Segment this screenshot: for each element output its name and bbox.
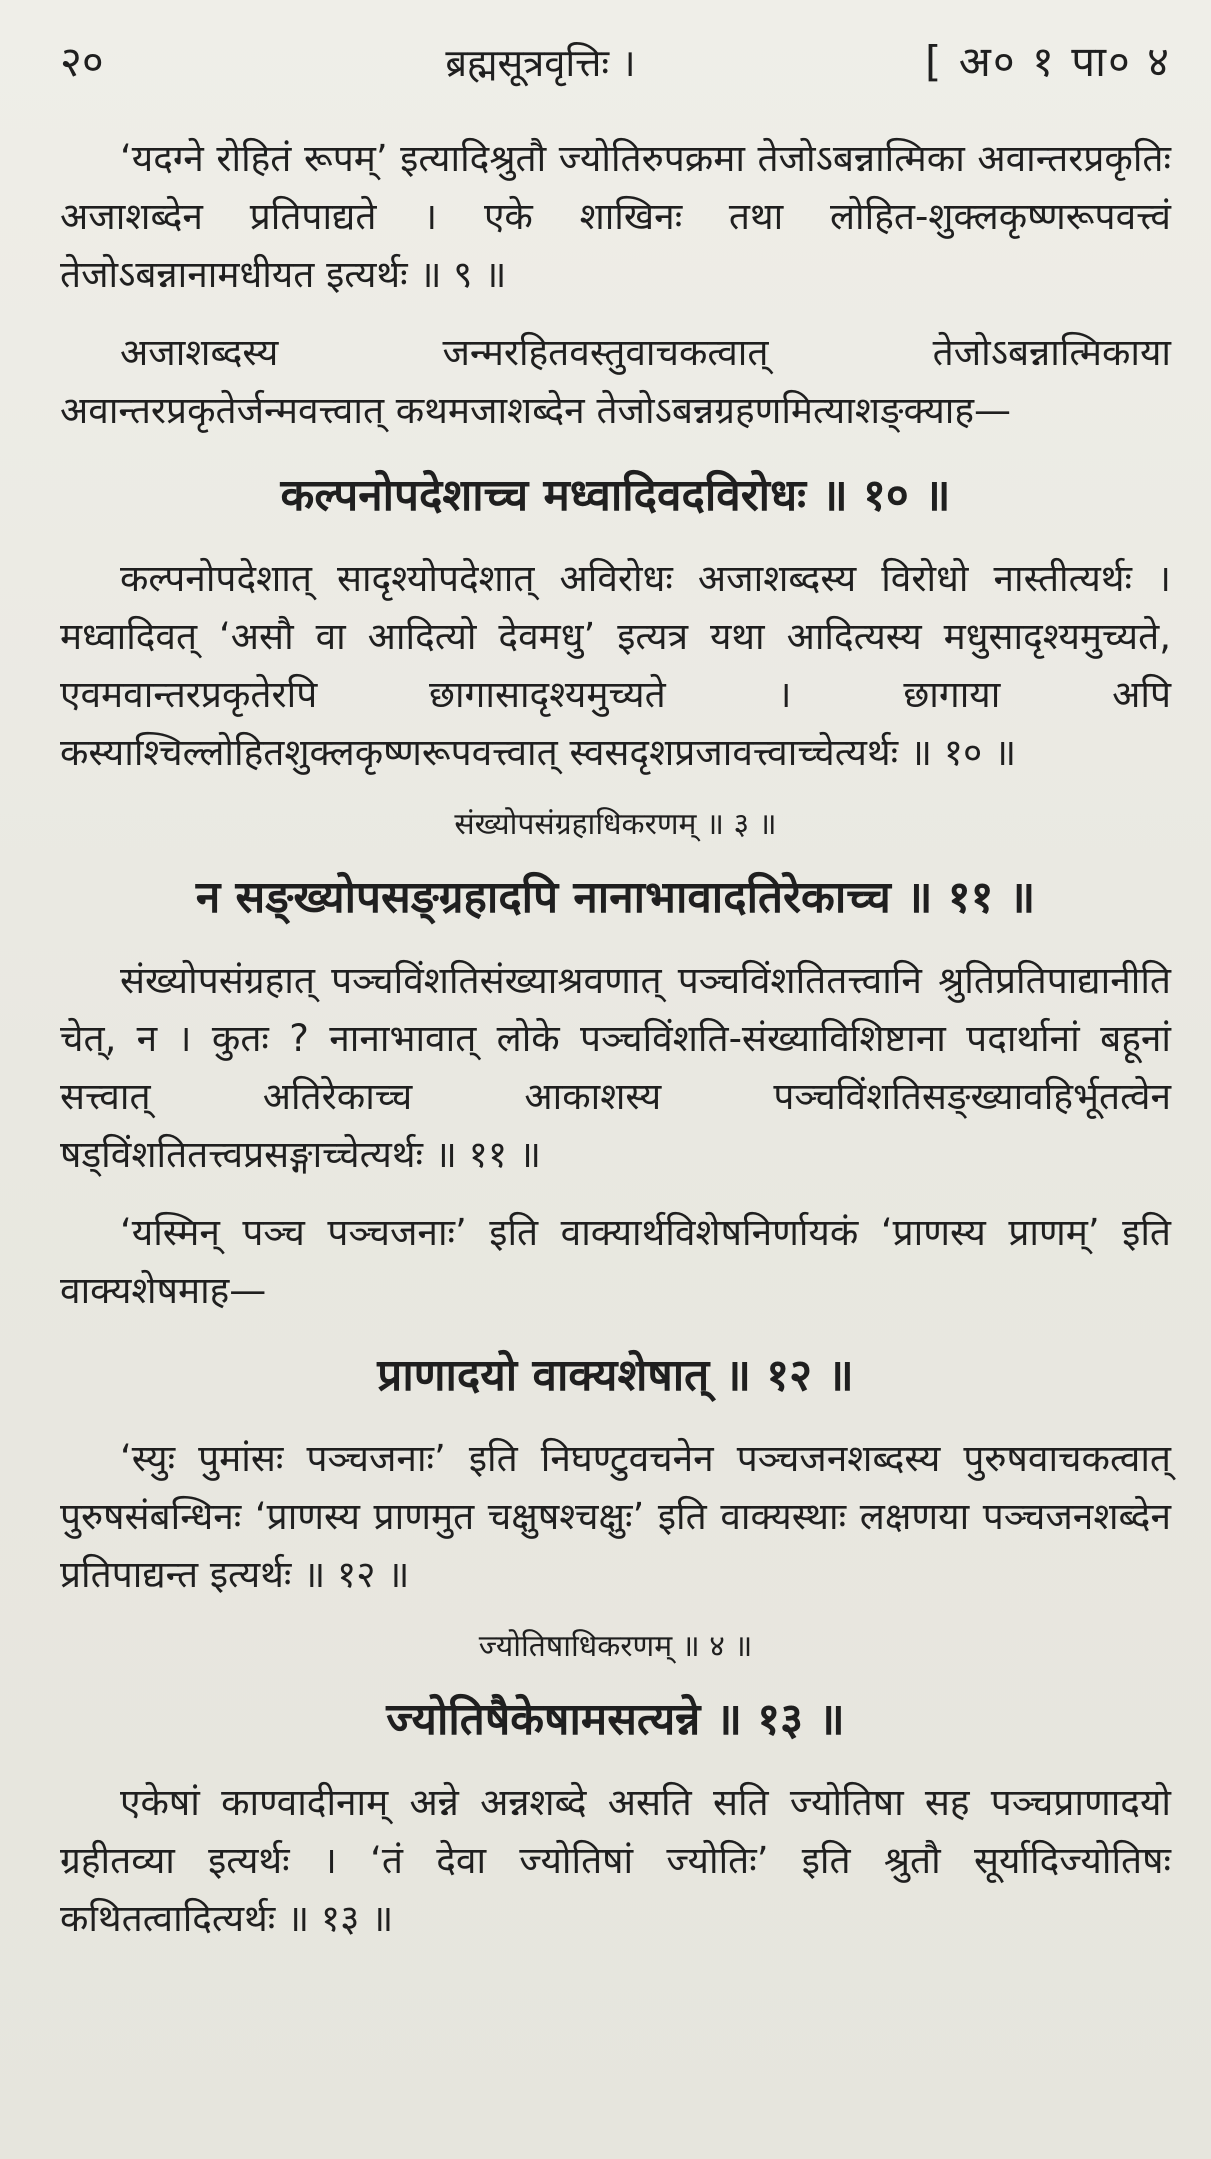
section-title: संख्योपसंग्रहाधिकरणम् ॥ ३ ॥ [454, 807, 777, 842]
page-number: २० [60, 37, 104, 86]
commentary-paragraph: संख्योपसंग्रहात् पञ्चविंशतिसंख्याश्रवणात् पञ्चविंशतितत्त्वानि श्रुतिप्रतिपाद्यानीति चेत्, न । कुतः ? नानाभावात् लोके पञ्चविंशति-संख्याविशिष्टाना पदार्थानां बहूनां सत्त्वात् अतिरेकाच्च आकाशस्य पञ्चविंशतिसङ्ख्यावहिर्भूतत्वेन षड्विंशतितत्त्वप्रसङ्गाच्चेत्यर्थः ॥ ११ ॥ [60, 959, 1171, 1176]
running-title: ब्रह्मसूत्रवृत्तिः । [445, 41, 636, 85]
page-body [60, 130, 1171, 1948]
sutra-heading: कल्पनोपदेशाच्च मध्वादिवदविरोधः ॥ १० ॥ [280, 470, 951, 521]
commentary-paragraph: ‘स्युः पुमांसः पञ्चजनाः’ इति निघण्टुवचनेन पञ्चजनशब्दस्य पुरुषवाचकत्वात् पुरुषसंबन्धिनः ‘प्राणस्य प्राणमुत चक्षुषश्चक्षुः’ इति वाक्यस्थाः लक्षणया पञ्चजनशब्देन प्रतिपाद्यन्त इत्यर्थः ॥ १२ ॥ [60, 1437, 1171, 1596]
chapter-reference: [ अ० १ पा० ४ [925, 37, 1171, 86]
commentary-paragraph: कल्पनोपदेशात् सादृश्योपदेशात् अविरोधः अजाशब्दस्य विरोधो नास्तीत्यर्थः । मध्वादिवत् ‘असौ वा आदित्यो देवमधु’ इत्यत्र यथा आदित्यस्य मधुसादृश्यमुच्यते, एवमवान्तरप्रकृतेरपि छागासादृश्यमुच्यते । छागाया अपि कस्याश्चिल्लोहितशुक्लकृष्णरूपवत्त्वात् स्वसदृशप्रजावत्त्वाच्चेत्यर्थः ॥ १० ॥ [60, 557, 1171, 774]
commentary-paragraph: ‘यस्मिन् पञ्च पञ्चजनाः’ इति वाक्यार्थविशेषनिर्णायकं ‘प्राणस्य प्राणम्’ इति वाक्यशेषमाह— [60, 1211, 1171, 1312]
commentary-paragraph: एकेषां काण्वादीनाम् अन्ने अन्नशब्दे असति सति ज्योतिषा सह पञ्चप्राणादयो ग्रहीतव्या इत्यर्थः । ‘तं देवा ज्योतिषां ज्योतिः’ इति श्रुतौ सूर्यादिज्योतिषः कथितत्वादित्यर्थः ॥ १३ ॥ [60, 1781, 1171, 1940]
sutra-heading: ज्योतिषैकेषामसत्यन्ने ॥ १३ ॥ [386, 1694, 845, 1745]
page-header [60, 30, 1171, 102]
section-title: ज्योतिषाधिकरणम् ॥ ४ ॥ [478, 1629, 753, 1664]
sutra-heading: प्राणादयो वाक्यशेषात् ॥ १२ ॥ [377, 1350, 854, 1401]
commentary-paragraph: अजाशब्दस्य जन्मरहितवस्तुवाचकत्वात् तेजोऽबन्नात्मिकाया अवान्तरप्रकृतेर्जन्मवत्त्वात् कथमजाशब्देन तेजोऽबन्नग्रहणमित्याशङ्क्याह— [60, 331, 1171, 432]
commentary-paragraph: ‘यदग्ने रोहितं रूपम्’ इत्यादिश्रुतौ ज्योतिरुपक्रमा तेजोऽबन्नात्मिका अवान्तरप्रकृतिः अजाशब्देन प्रतिपाद्यते । एके शाखिनः तथा लोहित-शुक्लकृष्णरूपवत्त्वं तेजोऽबन्नानामधीयत इत्यर्थः ॥ ९ ॥ [60, 137, 1171, 296]
sutra-heading: न सङ्ख्योपसङ्ग्रहादपि नानाभावादतिरेकाच्च ॥ ११ ॥ [195, 872, 1036, 923]
